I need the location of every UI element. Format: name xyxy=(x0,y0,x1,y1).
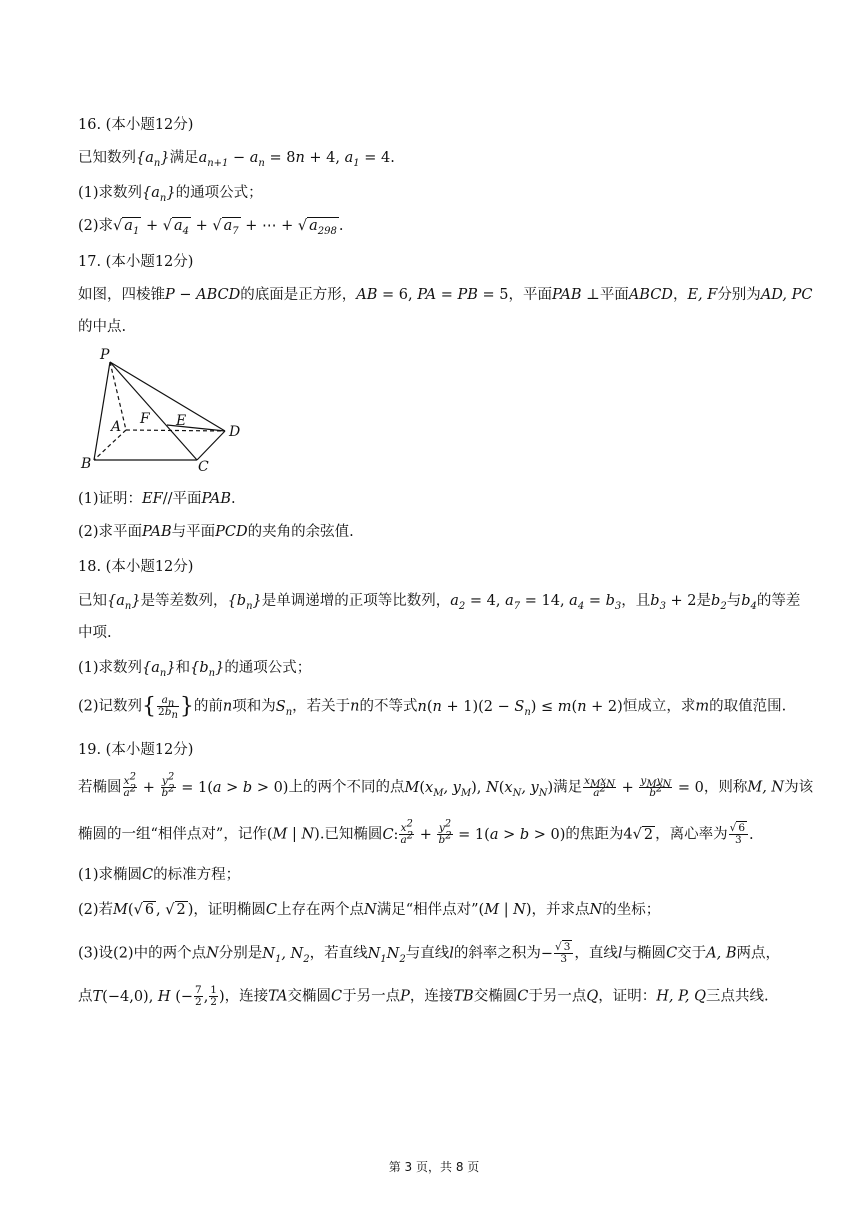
q19-line2: 椭圆的一组“相伴点对”，记作(M | N).已知椭圆C: $\frac{x^2}{a^2}$ + $\frac{y^2}{b^2}$ = 1(a > b > 0)的焦距为4√ 2 ，离心率为 $\frac{√ 6}{3}$ . xyxy=(78,818,754,846)
label-b: B xyxy=(81,456,92,472)
q16-stem: 已知数列$\{a_n\}$满足$a_{n+1} - a_n = 8n + 4$, $a_1 = 4$. xyxy=(78,150,395,169)
q16-part1: (1)求数列$\{a_n\}$的通项公式； xyxy=(78,185,263,204)
q18-part1: (1)求数列$\{a_n\}$和$\{b_n\}$的通项公式； xyxy=(78,660,312,679)
q19-part3: (3)设(2)中的两个点N分别是$N_1$, $N_2$，若直线$N_1N_2$与直线l的斜率之积为− $\frac{√ 3}{3}$ ，直线l与椭圆C交于A, B两点， xyxy=(78,941,781,965)
label-a: A xyxy=(111,419,122,435)
q18-stem-line1: 已知$\{a_n\}$是等差数列，$\{b_n\}$是单调递增的正项等比数列，$a_2 = 4$, $a_7 = 14$, $a_4 = b_3$，且$b_3 + 2$是$b_2$与$b_4$的等差 xyxy=(78,593,801,612)
label-e: E xyxy=(176,413,187,429)
q19-part2: (2)若M(√ 6 , √ 2 )，证明椭圆C上存在两个点N满足“相伴点对”(M | N)，并求点N的坐标； xyxy=(78,902,661,918)
q17-part2: (2)求平面PAB与平面PCD的夹角的余弦值. xyxy=(78,524,354,540)
q17-stem-line1: 如图，四棱锥P − ABCD的底面是正方形，AB = 6, PA = PB = 5，平面PAB ⊥平面ABCD，E, F分别为AD, PC xyxy=(78,287,813,303)
label-c: C xyxy=(198,459,209,475)
q19-part1: (1)求椭圆C的标准方程； xyxy=(78,867,241,883)
q19-part3-line2: 点T(−4,0), H (− $\frac{7}{2}$ , $\frac{1}{2}$ )，连接TA交椭圆C于另一点P，连接TB交椭圆C于另一点Q，证明：H, P, Q三点共线. xyxy=(78,984,769,1008)
q18-part2: (2)记数列{ $\frac{a_n}{2b_n}$ }的前n项和为$S_n$，若关于n的不等式$n(n + 1)(2 - S_n) \le m(n + 2)$恒成立，求m的取值范围. xyxy=(78,693,787,722)
label-p: P xyxy=(100,347,110,363)
q19-line1: 若椭圆 $\frac{x^2}{a^2}$ + $\frac{y^2}{b^2}$ = 1(a > b > 0)上的两个不同的点$M(x_M$, $y_M$), $N(x_N$, $y_N$)满足 $\frac{x_Mx_N}{a^2}$ + $\frac{y_My_N}{b^2}$ = 0，则称M, N为该 xyxy=(78,771,814,799)
q17-stem-line2: 的中点. xyxy=(78,319,127,335)
q18-header: 18. (本小题12分) xyxy=(78,559,194,575)
pyramid-figure xyxy=(78,345,268,480)
page-footer: 第 3 页，共 8 页 xyxy=(388,1160,480,1174)
q18-stem-line2: 中项. xyxy=(78,625,112,641)
label-f: F xyxy=(140,411,150,427)
q17-header: 17. (本小题12分) xyxy=(78,254,194,270)
q19-header: 19. (本小题12分) xyxy=(78,742,194,758)
q17-part1: (1)证明：EF//平面PAB. xyxy=(78,491,236,507)
q16-part2: (2)求√ $a_1$ + √ $a_4$ + √ $a_7$ + ⋯ + √ $a_{298}$ . xyxy=(78,218,344,237)
label-d: D xyxy=(229,424,241,440)
q16-header: 16. (本小题12分) xyxy=(78,117,194,133)
